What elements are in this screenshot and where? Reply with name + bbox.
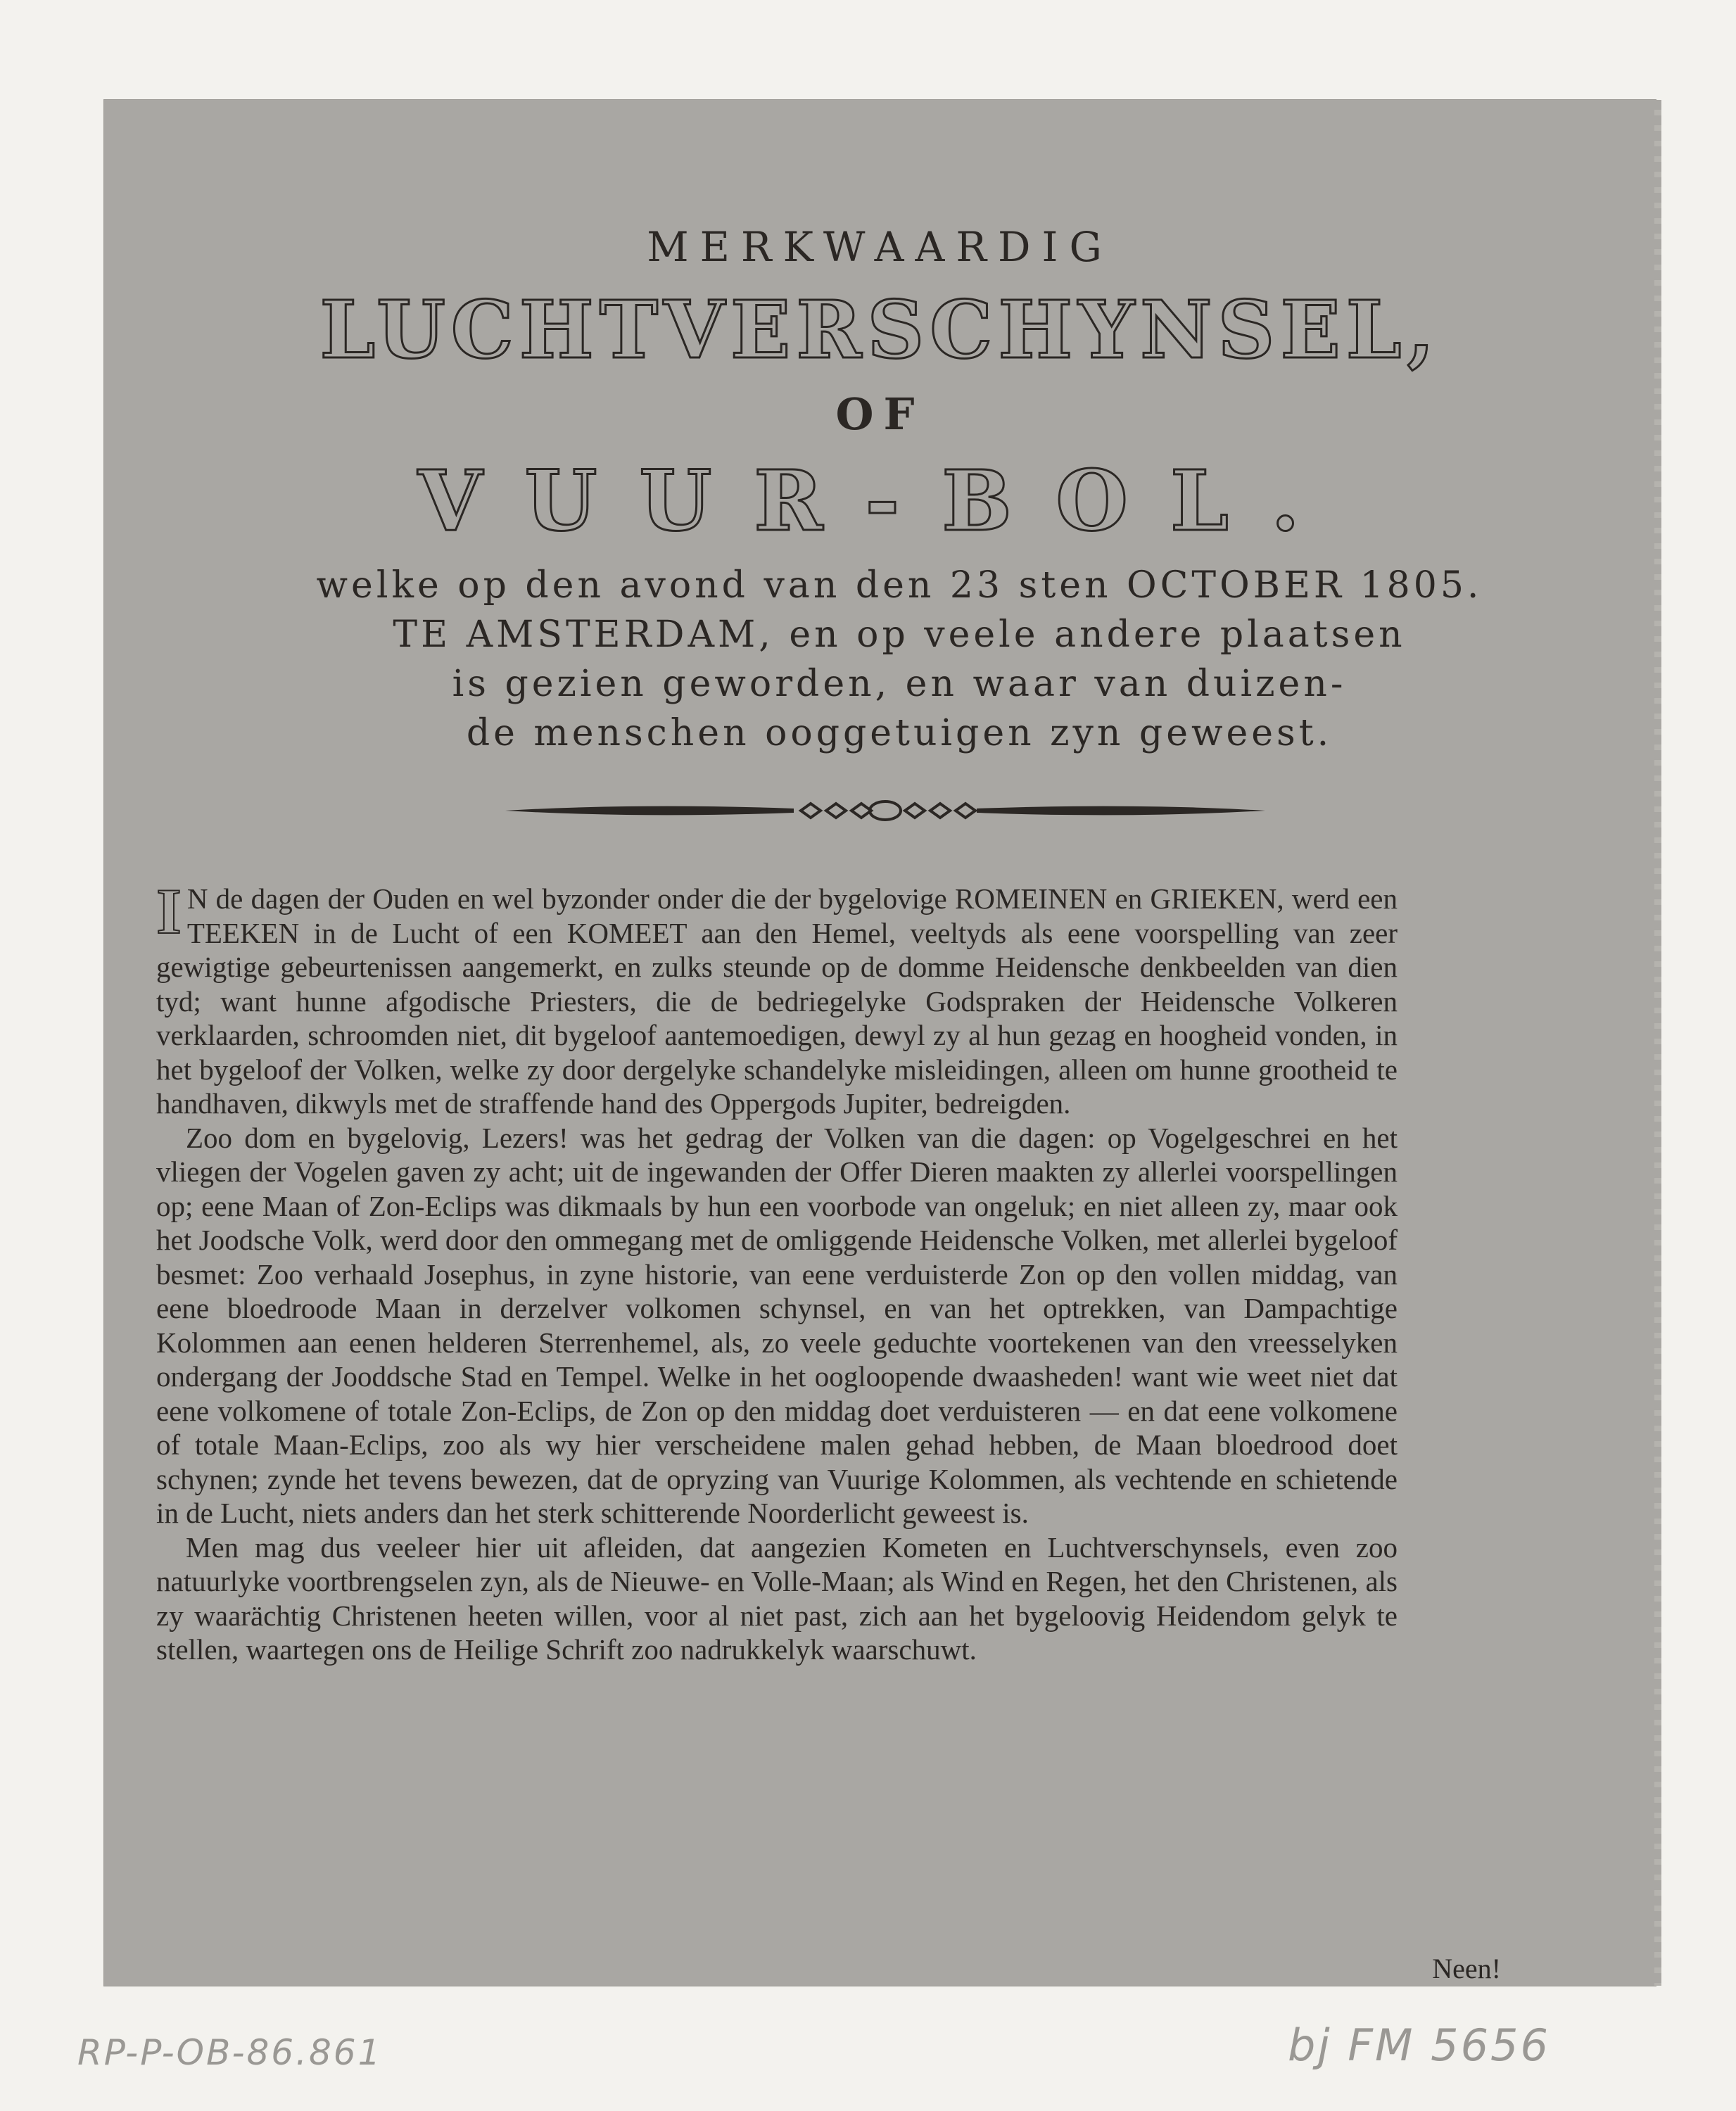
drop-initial: I [156, 875, 182, 947]
paragraph-1-text: N de dagen der Ouden en wel byzonder onder die der bygelovige ROMEINEN en GRIEKEN, werd een TEEKEN in de Lucht of een KOMEET aan den Hemel, veeltyds als eene voorspelling van zeer gewigtige gebeurtenissen aangemerkt, en zulks steunde op de domme Heidensche denkbeelden van dien tyd; want hunne afgodische Priesters, die de bedriegelyke Godspraken der Heidensche Volkeren verklaarden, schroomden niet, dit bygeloof aantemoedigen, dewyl zy al hun gezag en hoogheid vonden, in het bygeloof der Volken, welke zy door dergelyke schandelyke misleidingen, alleen om hunne grootheid te handhaven, dikwyls met de straffende hand des Oppergods Jupiter, bedreigden. [156, 882, 1398, 1120]
title-line-2: LUCHTVERSCHYNSEL, [319, 284, 1440, 376]
paragraph-1 [156, 875, 1398, 1121]
inventory-number: RP-P-OB-86.861 [77, 2032, 383, 2073]
subtitle-line: welke op den avond van den 23 sten OCTOBER 1805. [316, 564, 1483, 607]
paragraph-3: Men mag dus veeleer hier uit afleiden, dat aangezien Kometen en Luchtverschynsels, even zoo natuurlyke voortbrengselen zyn, als de Nieuwe- en Volle-Maan; als Wind en Regen, het den Christenen, als zy waarächtig Christenen heeten willen, voor al niet past, zich aan het bygeloovig Heidendom gelyk te stellen, waartegen ons de Heilige Schrift zoo nadrukkelyk waarschuwt. [156, 1530, 1398, 1666]
paragraph-2: Zoo dom en bygelovig, Lezers! was het gedrag der Volken van die dagen: op Vogelgeschrei en het vliegen der Vogelen gaven zy acht; uit de ingewanden der Offer Dieren maakten zy allerlei voorspellingen op; eene Maan of Zon-Eclips was dikmaals by hun een voorbode van ongeluk; en niet alleen zy, maar ook het Joodsche Volk, werd door den ommegang met de omliggende Heidensche Volken, met allerlei bygeloof besmet: Zoo verhaald Josephus, in zyne historie, van eene verduisterde Zon op den vollen middag, van eene bloedroode Maan in derzelver volkomen schynsel, en van het optrekken, van Dampachtige Kolommen aan eenen helderen Sterrenhemel, als, zo veele geduchte voortekenen van den vreesselyken ondergang der Jooddsche Stad en Tempel. Welke in het oogloopende dwaasheden! want wie weet niet dat eene volkomene of totale Zon-Eclips, de Zon op den middag doet verduisteren — en dat eene volkomene of totale Maan-Eclips, zoo als wy hier verscheidene malen gehad hebben, de Maan bloedrood doet schynen; zynde het tevens bewezen, dat de opryzing van Vuurige Kolommen, als vechtende en schietende in de Lucht, niets anders dan het sterk schitterende Noorderlicht geweest is. [156, 1121, 1398, 1529]
body-text [156, 875, 1398, 1667]
title-line-3: OF [835, 388, 925, 440]
catalogue-mark: bj FM 5656 [1288, 2020, 1550, 2071]
subtitle-line: is gezien geworden, en waar van duizen- [452, 663, 1347, 705]
subtitle-block [301, 561, 1497, 758]
subtitle-line: TE AMSTERDAM, en op veele andere plaatsen [393, 614, 1406, 656]
closing-word: Neen! [1432, 1953, 1501, 1984]
ornament-divider [498, 793, 1272, 828]
subtitle-line: de menschen ooggetuigen zyn geweest. [466, 712, 1333, 754]
title-line-4: VUUR-BOL. [417, 452, 1343, 550]
title-line-1: MERKWAARDIG [647, 223, 1113, 271]
